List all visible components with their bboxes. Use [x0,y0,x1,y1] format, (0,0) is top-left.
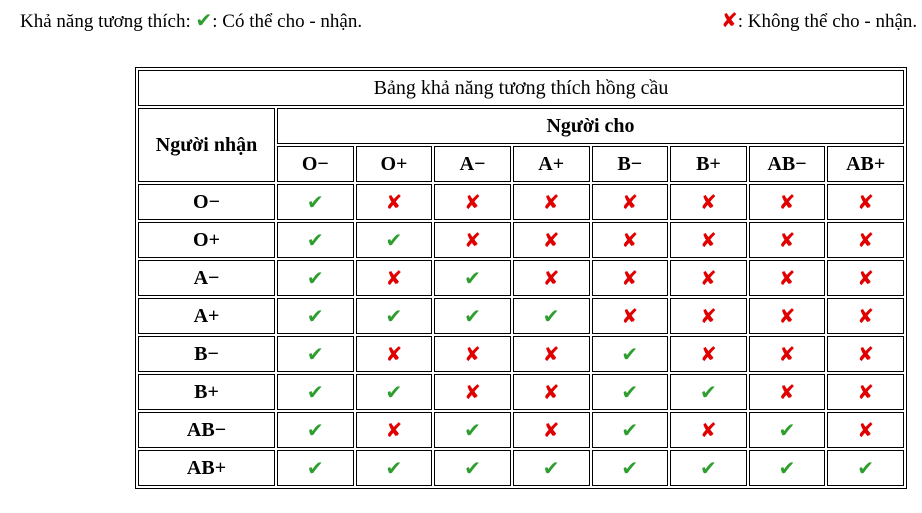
cross-icon: ✘ [827,374,904,410]
recipient-type: O− [138,184,275,220]
donor-col-header: AB− [749,146,826,182]
cross-icon: ✘ [670,298,747,334]
cross-icon: ✘ [670,184,747,220]
check-icon: ✔ [356,374,433,410]
table-row [138,298,904,334]
cross-icon: ✘ [670,336,747,372]
recipient-header: Người nhận [138,108,275,182]
check-icon: ✔ [513,450,590,486]
recipient-type: A− [138,260,275,296]
compatible-text: : Có thể cho - nhận. [212,11,363,32]
donor-col-header: B+ [670,146,747,182]
recipient-type: AB+ [138,450,275,486]
cross-icon: ✘ [670,412,747,448]
table-row [138,260,904,296]
cross-icon: ✘ [513,184,590,220]
table-row [138,184,904,220]
check-icon: ✔ [592,374,669,410]
cross-icon: ✘ [513,336,590,372]
table-row [138,374,904,410]
cross-icon: ✘ [356,260,433,296]
check-icon: ✔ [277,450,354,486]
check-icon: ✔ [592,412,669,448]
cross-icon: ✘ [670,222,747,258]
cross-icon: ✘ [827,412,904,448]
check-icon: ✔ [827,450,904,486]
donor-col-header: O+ [356,146,433,182]
check-icon: ✔ [277,298,354,334]
cross-icon: ✘ [749,222,826,258]
cross-icon: ✘ [592,222,669,258]
cross-icon: ✘ [749,336,826,372]
compatibility-label: Khả năng tương thích: [20,11,191,32]
cross-icon: ✘ [434,222,511,258]
cross-icon: ✘ [356,184,433,220]
cross-icon: ✘ [434,374,511,410]
cross-icon: ✘ [670,260,747,296]
check-icon: ✔ [356,222,433,258]
check-icon: ✔ [277,412,354,448]
legend-compatible [20,10,362,34]
recipient-type: B+ [138,374,275,410]
cross-icon: ✘ [827,336,904,372]
legend [0,10,922,34]
check-icon: ✔ [356,450,433,486]
cross-icon: ✘ [513,260,590,296]
table-row [138,450,904,486]
check-icon: ✔ [195,8,213,32]
check-icon: ✔ [277,184,354,220]
cross-icon: ✘ [434,336,511,372]
donor-col-header: A− [434,146,511,182]
check-icon: ✔ [670,374,747,410]
cross-icon: ✘ [749,184,826,220]
cross-icon: ✘ [592,184,669,220]
recipient-type: B− [138,336,275,372]
cross-icon: ✘ [827,222,904,258]
cross-icon: ✘ [592,260,669,296]
check-icon: ✔ [277,374,354,410]
recipient-type: AB− [138,412,275,448]
table-caption: Bảng khả năng tương thích hồng cầu [138,70,904,106]
recipient-type: O+ [138,222,275,258]
table-body [138,184,904,486]
cross-icon: ✘ [592,298,669,334]
legend-incompatible [721,10,917,34]
cross-icon: ✘ [721,8,738,32]
cross-icon: ✘ [827,260,904,296]
check-icon: ✔ [592,450,669,486]
cross-icon: ✘ [356,412,433,448]
check-icon: ✔ [434,412,511,448]
cross-icon: ✘ [356,336,433,372]
table-row [138,336,904,372]
donor-header: Người cho [277,108,904,144]
cross-icon: ✘ [749,298,826,334]
donor-col-header: B− [592,146,669,182]
check-icon: ✔ [513,298,590,334]
cross-icon: ✘ [434,184,511,220]
check-icon: ✔ [434,450,511,486]
check-icon: ✔ [277,336,354,372]
donor-col-header: O− [277,146,354,182]
check-icon: ✔ [277,222,354,258]
cross-icon: ✘ [513,412,590,448]
donor-col-header: A+ [513,146,590,182]
cross-icon: ✘ [749,260,826,296]
cross-icon: ✘ [513,374,590,410]
check-icon: ✔ [434,298,511,334]
donor-col-header: AB+ [827,146,904,182]
recipient-type: A+ [138,298,275,334]
cross-icon: ✘ [749,374,826,410]
table-row [138,222,904,258]
cross-icon: ✘ [827,184,904,220]
table-row [138,412,904,448]
cross-icon: ✘ [827,298,904,334]
cross-icon: ✘ [513,222,590,258]
check-icon: ✔ [434,260,511,296]
incompatible-text: : Không thể cho - nhận. [737,11,918,32]
check-icon: ✔ [356,298,433,334]
check-icon: ✔ [277,260,354,296]
check-icon: ✔ [749,450,826,486]
check-icon: ✔ [592,336,669,372]
check-icon: ✔ [749,412,826,448]
check-icon: ✔ [670,450,747,486]
compatibility-table [135,67,907,489]
